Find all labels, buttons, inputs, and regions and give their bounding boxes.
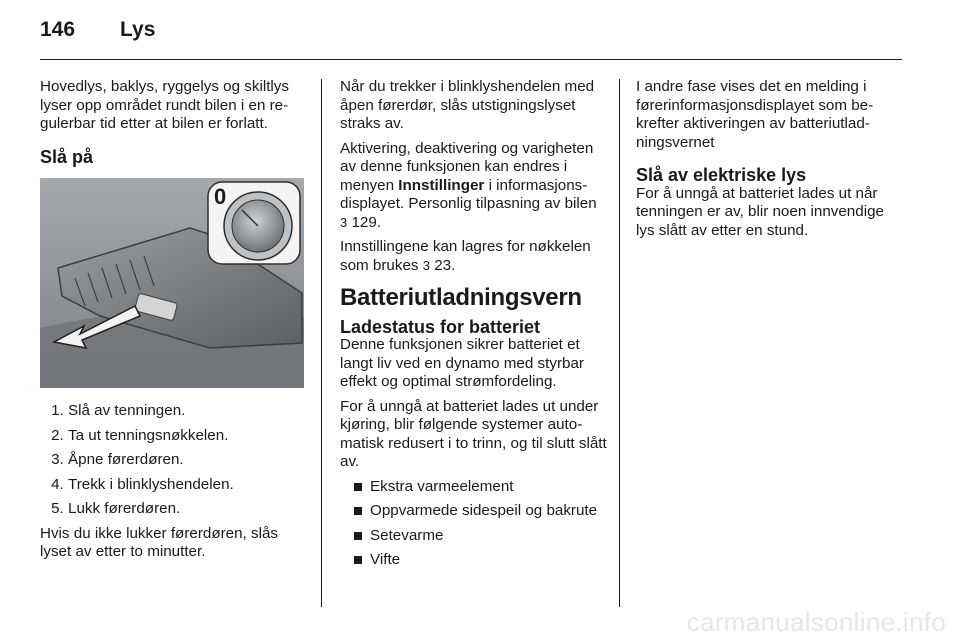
column-divider-2 xyxy=(619,79,620,607)
reduced-systems-list xyxy=(340,478,608,570)
text-span: i informasjonsdisplayet. Personlig tilpasning av bilen xyxy=(340,176,597,212)
page-reference-link[interactable]: 129. xyxy=(351,213,382,231)
list-item: Setevarme xyxy=(354,527,608,546)
section-heading-lights-off: Slå av elektriske lys xyxy=(636,165,807,185)
chapter-title: Lys xyxy=(120,18,156,41)
list-item: 5. Lukk førerdøren. xyxy=(68,500,308,519)
outro-paragraph: Hvis du ikke lukker førerdøren, slås lyset av etter to minutter. xyxy=(40,524,279,560)
list-item: Oppvarmede sidespeil og bakrute xyxy=(354,502,608,521)
paragraph-battery-life: Denne funksjonen sikrer batteriet et langt liv ved en dynamo med styrbar effekt og optimal strømfordeling. xyxy=(340,336,584,390)
turn-signal-lever-illustration xyxy=(40,178,304,388)
text-span: Aktivering, deaktivering og varigheten av denne funksjonen kan endres i menyen xyxy=(340,139,594,194)
header-divider xyxy=(40,59,902,60)
watermark: carmanualsonline.info xyxy=(686,607,946,637)
list-item: 3. Åpne førerdøren. xyxy=(68,451,308,470)
list-item: Vifte xyxy=(354,551,608,570)
paragraph-lights-off: For å unngå at batteriet lades ut når tenningen er av, blir noen innvendige lys slått av etter en stund. xyxy=(636,184,884,239)
column-2 xyxy=(340,78,608,576)
dial-position-label: 0 xyxy=(214,184,227,209)
column-divider-1 xyxy=(321,79,322,607)
list-item: Ekstra varmeelement xyxy=(354,478,608,497)
page-reference-link[interactable]: 23. xyxy=(434,256,456,274)
section-heading-slaa-paa: Slå på xyxy=(40,146,94,167)
subsection-title-charge-state: Ladestatus for batteriet xyxy=(340,316,541,337)
intro-paragraph: Hovedlys, baklys, ryggelys og skiltlys lyser opp området rundt bilen i en regulerbar tid etter at bilen er forlatt. xyxy=(40,78,289,132)
column-1 xyxy=(40,78,308,568)
column-3 xyxy=(636,78,904,246)
paragraph-load-reduction: For å unngå at batteriet lades ut under kjøring, blir følgende systemer automatisk redusert i to trinn, og til slutt slått av. xyxy=(340,397,607,470)
list-item: 1. Slå av tenningen. xyxy=(68,402,308,421)
activation-steps-list xyxy=(40,402,308,519)
page-reference-icon: 3 xyxy=(340,214,348,230)
paragraph-second-phase: I andre fase vises det en melding i førerinformasjonsdisplayet som bekrefter aktiveringen av batteriutladningsvernet xyxy=(636,78,874,151)
page-header xyxy=(40,18,900,58)
settings-menu-name: Innstillinger xyxy=(398,176,485,194)
page-reference-icon: 3 xyxy=(422,257,430,273)
section-title-battery: Batteriutladningsvern xyxy=(340,284,582,311)
list-item: 2. Ta ut tenningsnøkkelen. xyxy=(68,427,308,446)
page-number: 146 xyxy=(40,18,76,41)
paragraph-key-memory xyxy=(340,238,608,275)
text-span: Innstillingene kan lagres for nøkkelen som brukes xyxy=(340,238,591,274)
paragraph-settings xyxy=(340,140,608,233)
paragraph-door-open: Når du trekker i blinklyshendelen med åpen førerdør, slås utstigningslyset straks av. xyxy=(340,78,595,132)
list-item: 4. Trekk i blinklyshendelen. xyxy=(68,476,308,495)
